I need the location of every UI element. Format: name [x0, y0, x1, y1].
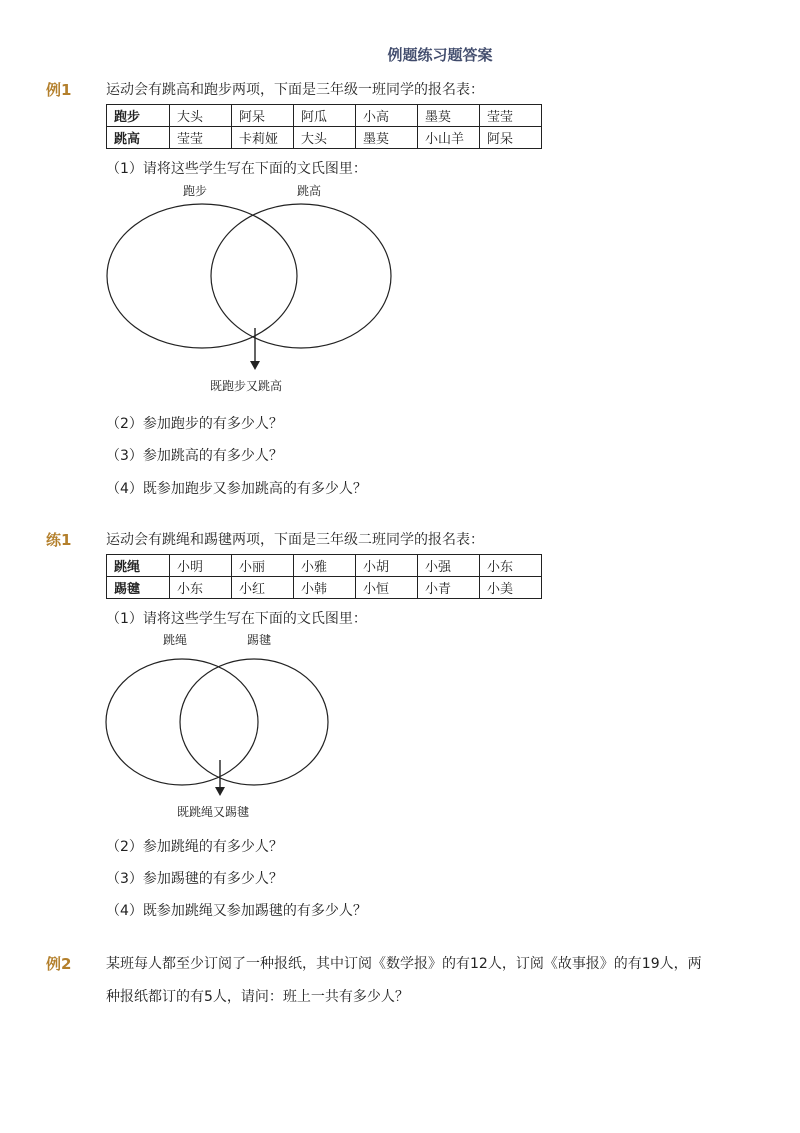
- example-1-question-3: （3）参加跳高的有多少人？: [106, 448, 283, 464]
- table-cell: 小强: [418, 555, 480, 577]
- page-title: 例题练习题答案: [387, 46, 493, 64]
- table-cell: 小丽: [232, 555, 294, 577]
- example-2-text-line-2: 种报纸都订的有5人，请问：班上一共有多少人？: [106, 989, 409, 1005]
- venn-1-left-circle: [107, 204, 297, 348]
- venn-2-left-circle: [106, 659, 258, 785]
- table-cell: 阿呆: [480, 127, 542, 149]
- practice-1-signup-table: [106, 554, 542, 599]
- example-2-text-line-1: 某班每人都至少订阅了一种报纸，其中订阅《数学报》的有12人，订阅《故事报》的有19人，两: [106, 956, 702, 972]
- table-cell: 大头: [170, 105, 232, 127]
- table-cell: 小东: [170, 577, 232, 599]
- practice-1-question-4: （4）既参加跳绳又参加踢毽的有多少人？: [106, 903, 367, 919]
- table-cell: 小山羊: [418, 127, 480, 149]
- table-row-header: 跳高: [107, 127, 170, 149]
- arrow-down-icon: [215, 787, 225, 796]
- table-row-header: 跳绳: [107, 555, 170, 577]
- example-1-question-2: （2）参加跑步的有多少人？: [106, 416, 283, 432]
- practice-1-question-3: （3）参加踢毽的有多少人？: [106, 871, 283, 887]
- table-cell: 墨莫: [418, 105, 480, 127]
- table-cell: 阿呆: [232, 105, 294, 127]
- practice-1-intro: 运动会有跳绳和踢毽两项，下面是三年级二班同学的报名表：: [106, 532, 484, 548]
- table-cell: 小高: [356, 105, 418, 127]
- venn-1-left-label: 跑步: [183, 184, 208, 198]
- table-row-header: 跑步: [107, 105, 170, 127]
- table-cell: 小红: [232, 577, 294, 599]
- table-cell: 阿瓜: [294, 105, 356, 127]
- table-cell: 墨莫: [356, 127, 418, 149]
- example-1-question-4: （4）既参加跑步又参加跳高的有多少人？: [106, 481, 367, 497]
- table-cell: 莹莹: [170, 127, 232, 149]
- venn-2-intersection-label: 既跳绳又踢毽: [177, 805, 250, 819]
- venn-1-intersection-label: 既跑步又跳高: [210, 379, 283, 393]
- practice-1-question-1: （1）请将这些学生写在下面的文氏图里：: [106, 611, 367, 627]
- table-row: [107, 577, 542, 599]
- example-1-question-1: （1）请将这些学生写在下面的文氏图里：: [106, 161, 367, 177]
- table-cell: 小胡: [356, 555, 418, 577]
- table-cell: 卡莉娅: [232, 127, 294, 149]
- practice-1-label: 练1: [46, 531, 72, 549]
- arrow-down-icon: [250, 361, 260, 370]
- table-cell: 小韩: [294, 577, 356, 599]
- example-1-label: 例1: [46, 81, 72, 99]
- table-row: [107, 555, 542, 577]
- table-cell: 小美: [480, 577, 542, 599]
- example-2-label: 例2: [46, 955, 72, 973]
- venn-2-right-label: 踢毽: [247, 633, 272, 647]
- example-1-intro: 运动会有跳高和跑步两项，下面是三年级一班同学的报名表：: [106, 82, 484, 98]
- venn-2-left-label: 跳绳: [163, 633, 188, 647]
- table-row-header: 踢毽: [107, 577, 170, 599]
- table-cell: 小东: [480, 555, 542, 577]
- venn-1-right-circle: [211, 204, 391, 348]
- table-cell: 大头: [294, 127, 356, 149]
- table-cell: 小青: [418, 577, 480, 599]
- venn-2-right-circle: [180, 659, 328, 785]
- table-cell: 小雅: [294, 555, 356, 577]
- venn-1-right-label: 跳高: [297, 184, 322, 198]
- practice-1-question-2: （2）参加跳绳的有多少人？: [106, 839, 283, 855]
- table-cell: 小恒: [356, 577, 418, 599]
- table-cell: 小明: [170, 555, 232, 577]
- table-cell: 莹莹: [480, 105, 542, 127]
